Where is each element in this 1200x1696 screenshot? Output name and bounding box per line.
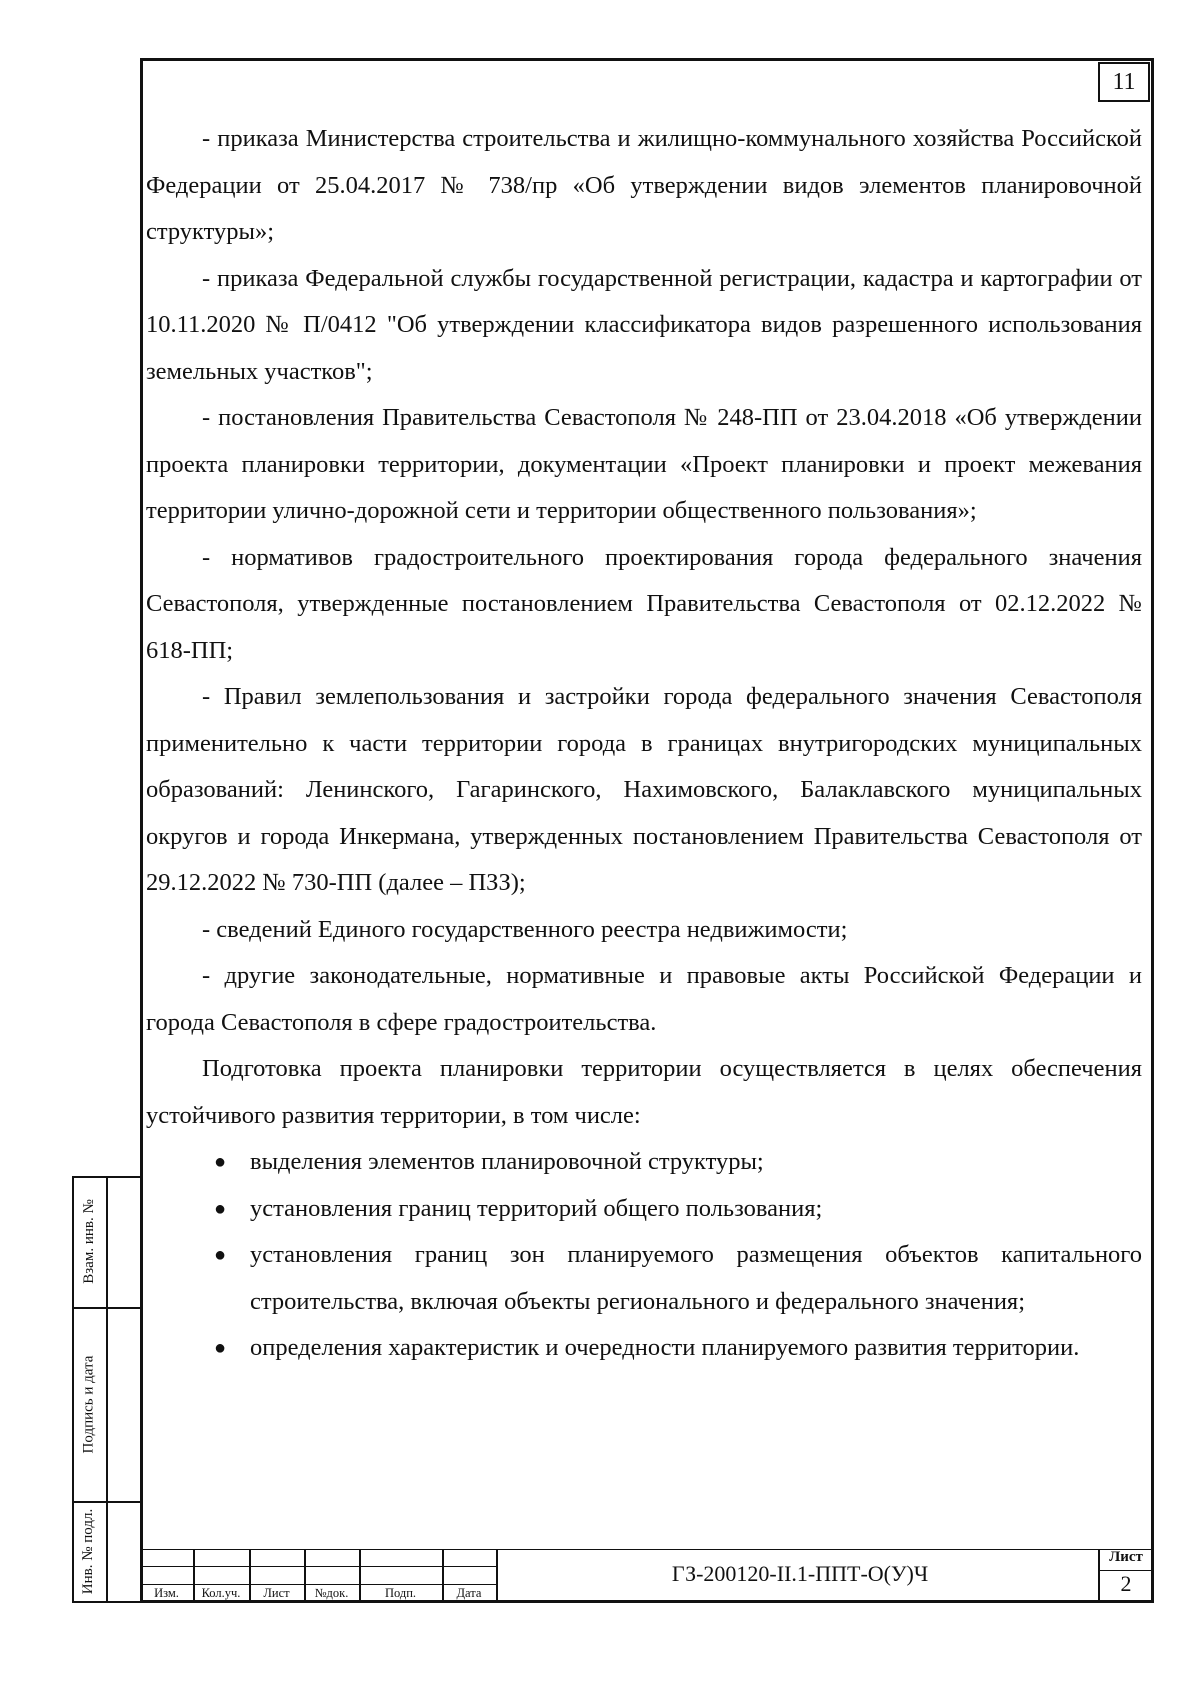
header-podp: Подп. (384, 1586, 417, 1600)
side-stamp-line (72, 1601, 140, 1603)
document-body (146, 116, 1142, 1372)
bullet-icon: ● (214, 1197, 227, 1220)
side-stamp (72, 1176, 140, 1603)
side-label-vzam: Взам. инв. № (80, 1199, 97, 1284)
header-data: Дата (456, 1586, 482, 1600)
header-list: Лист (263, 1586, 290, 1600)
paragraph: - другие законодательные, нормативные и правовые акты Российской Федерации и города Севастополя в сфере градостроительства. (146, 962, 1142, 1036)
top-page-number: 11 (1098, 62, 1150, 102)
header-kol-uch: Кол.уч. (201, 1586, 241, 1600)
title-block-col-line (496, 1549, 498, 1603)
list-item (146, 1325, 1142, 1372)
paragraph: - сведений Единого государственного реестра недвижимости; (202, 915, 848, 943)
title-block (140, 1549, 1154, 1603)
side-label-podpis: Подпись и дата (80, 1355, 97, 1453)
paragraph: - нормативов градостроительного проектирования города федерального значения Севастополя, утвержденные постановлением Правительства Севастополя от 02.12.2022 № 618-ПП; (146, 543, 1142, 664)
paragraph: Подготовка проекта планировки территории осуществляется в целях обеспечения устойчивого развития территории, в том числе: (146, 1055, 1142, 1129)
list-item (146, 1186, 1142, 1233)
paragraph: - постановления Правительства Севастополя № 248-ПП от 23.04.2018 «Об утверждении проекта планировки территории, документации «Проект планировки и проект межевания территории улично-дорожной сети и территории общественного пользования»; (146, 404, 1142, 524)
sheet-label: Лист (1109, 1549, 1143, 1565)
sheet-number: 2 (1120, 1571, 1132, 1596)
list-item-text: выделения элементов планировочной структуры; (250, 1148, 764, 1175)
list-item-text: определения характеристик и очередности планируемого развития территории. (250, 1334, 1080, 1361)
document-code: ГЗ-200120-II.1-ППТ-О(У)Ч (671, 1561, 929, 1586)
list-item-text: установления границ зон планируемого размещения объектов капитального строительства, включая объекты регионального и федерального значения; (250, 1241, 1142, 1315)
title-block-top-line (140, 1549, 1154, 1550)
bullet-list (146, 1139, 1142, 1372)
side-label-inv: Инв. № подл. (80, 1508, 97, 1594)
paragraph: - приказа Федеральной службы государственной регистрации, кадастра и картографии от 10.11.2020 № П/0412 "Об утверждении классификатора видов разрешенного использования земельных участков"; (146, 264, 1142, 385)
paragraph: - приказа Министерства строительства и жилищно-коммунального хозяйства Российской Федерации от 25.04.2017 № 738/пр «Об утверждении видов элементов планировочной структуры»; (146, 125, 1142, 245)
list-item-text: установления границ территорий общего пользования; (250, 1194, 823, 1222)
header-izm: Изм. (154, 1586, 179, 1600)
bullet-icon: ● (214, 1244, 227, 1266)
paragraph: - Правил землепользования и застройки города федерального значения Севастополя применительно к части территории города в границах внутригородских муниципальных образований: Ленинского, Гагаринского, Нахимовского, Балаклавского муниципальных округов и города Инкермана, утвержденных постановлением Правительства Севастополя от 29.12.2022 № 730-ПП (далее – ПЗЗ); (146, 683, 1142, 896)
list-item (146, 1232, 1142, 1325)
side-stamp-divider (106, 1176, 108, 1603)
bullet-icon: ● (214, 1151, 227, 1173)
header-ndok: №док. (314, 1586, 349, 1600)
bullet-icon: ● (214, 1337, 227, 1359)
list-item (146, 1139, 1142, 1186)
